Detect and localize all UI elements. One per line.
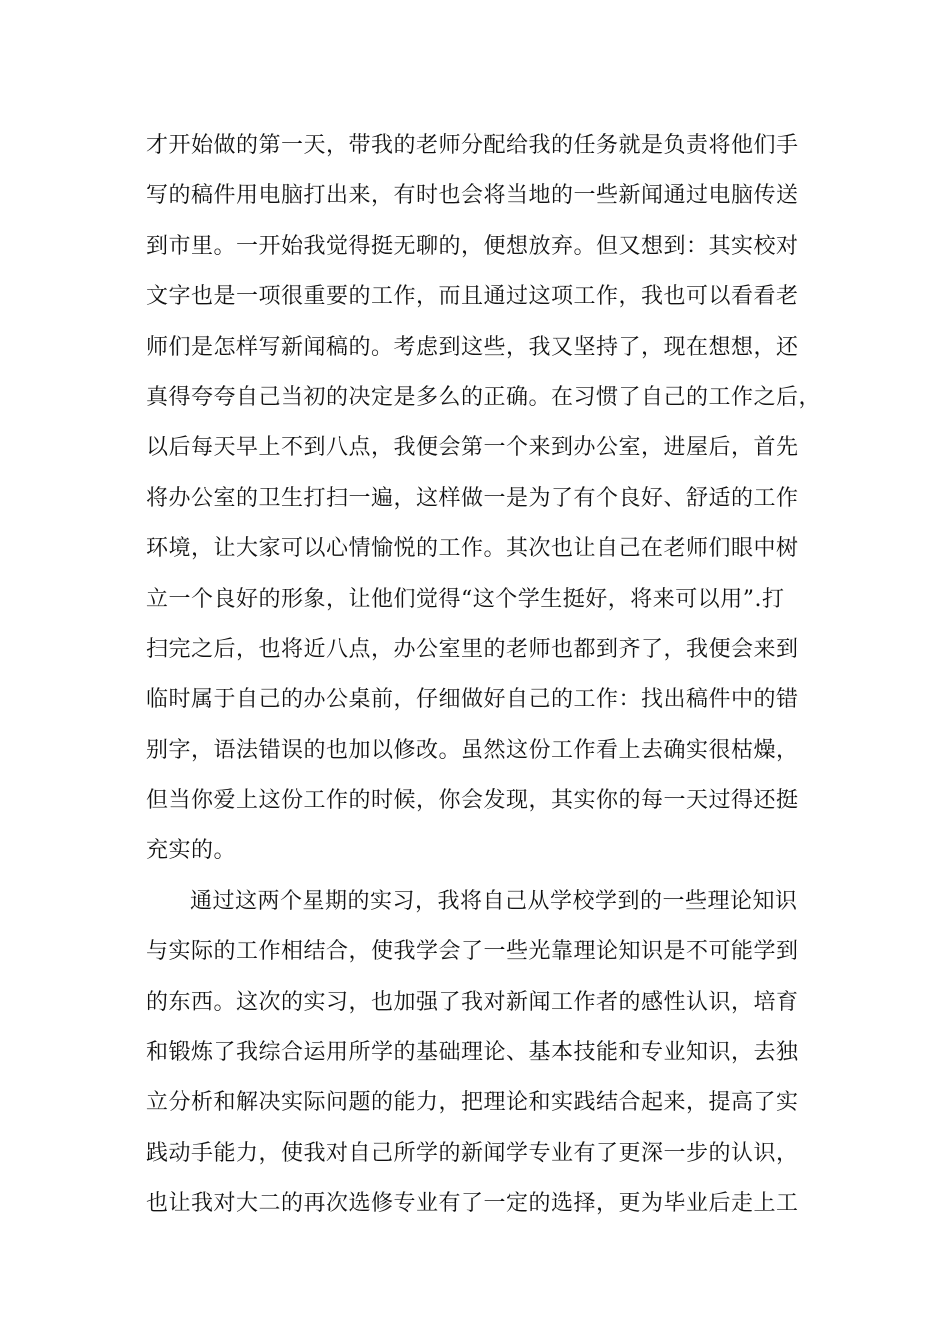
- text-line: 将办公室的卫生打扫一遍，这样做一是为了有个良好、舒适的工作: [146, 485, 799, 511]
- document-body: [146, 131, 846, 1240]
- text-line: 践动手能力，使我对自己所学的新闻学专业有了更深一步的认识，: [146, 1140, 799, 1166]
- text-line: 充实的。: [146, 838, 237, 864]
- text-line: 的东西。这次的实习，也加强了我对新闻工作者的感性认识，培育: [146, 989, 799, 1015]
- text-line: 也让我对大二的再次选修专业有了一定的选择，更为毕业后走上工: [146, 1191, 799, 1217]
- text-line: 扫完之后，也将近八点，办公室里的老师也都到齐了，我便会来到: [146, 636, 799, 662]
- paragraph-internship-summary: [146, 887, 846, 1240]
- text-line: 到市里。一开始我觉得挺无聊的，便想放弃。但又想到：其实校对: [146, 233, 799, 259]
- text-line: 文字也是一项很重要的工作，而且通过这项工作，我也可以看看老: [146, 284, 799, 310]
- text-line: 才开始做的第一天，带我的老师分配给我的任务就是负责将他们手: [146, 133, 799, 158]
- text-line: 环境，让大家可以心情愉悦的工作。其次也让自己在老师们眼中树: [146, 536, 799, 562]
- text-line: 师们是怎样写新闻稿的。考虑到这些，我又坚持了，现在想想，还: [146, 334, 799, 360]
- text-line: 真得夸夸自己当初的决定是多么的正确。在习惯了自己的工作之后，: [146, 384, 822, 410]
- text-line: 和锻炼了我综合运用所学的基础理论、基本技能和专业知识，去独: [146, 1040, 799, 1066]
- text-line: 别字，语法错误的也加以修改。虽然这份工作看上去确实很枯燥，: [146, 737, 799, 763]
- text-line: 写的稿件用电脑打出来，有时也会将当地的一些新闻通过电脑传送: [146, 183, 799, 209]
- text-line: 与实际的工作相结合，使我学会了一些光靠理论知识是不可能学到: [146, 939, 799, 965]
- text-line: 但当你爱上这份工作的时候，你会发现，其实你的每一天过得还挺: [146, 788, 799, 814]
- text-line: 以后每天早上不到八点，我便会第一个来到办公室，进屋后，首先: [146, 435, 799, 461]
- paragraph-internship-work: [146, 131, 846, 887]
- text-line-indented: 通过这两个星期的实习，我将自己从学校学到的一些理论知识: [190, 888, 798, 914]
- text-line: 立分析和解决实际问题的能力，把理论和实践结合起来，提高了实: [146, 1090, 799, 1116]
- text-line: 临时属于自己的办公桌前，仔细做好自己的工作：找出稿件中的错: [146, 687, 799, 713]
- text-line: 立一个良好的形象，让他们觉得“这个学生挺好，将来可以用”.打: [146, 586, 785, 612]
